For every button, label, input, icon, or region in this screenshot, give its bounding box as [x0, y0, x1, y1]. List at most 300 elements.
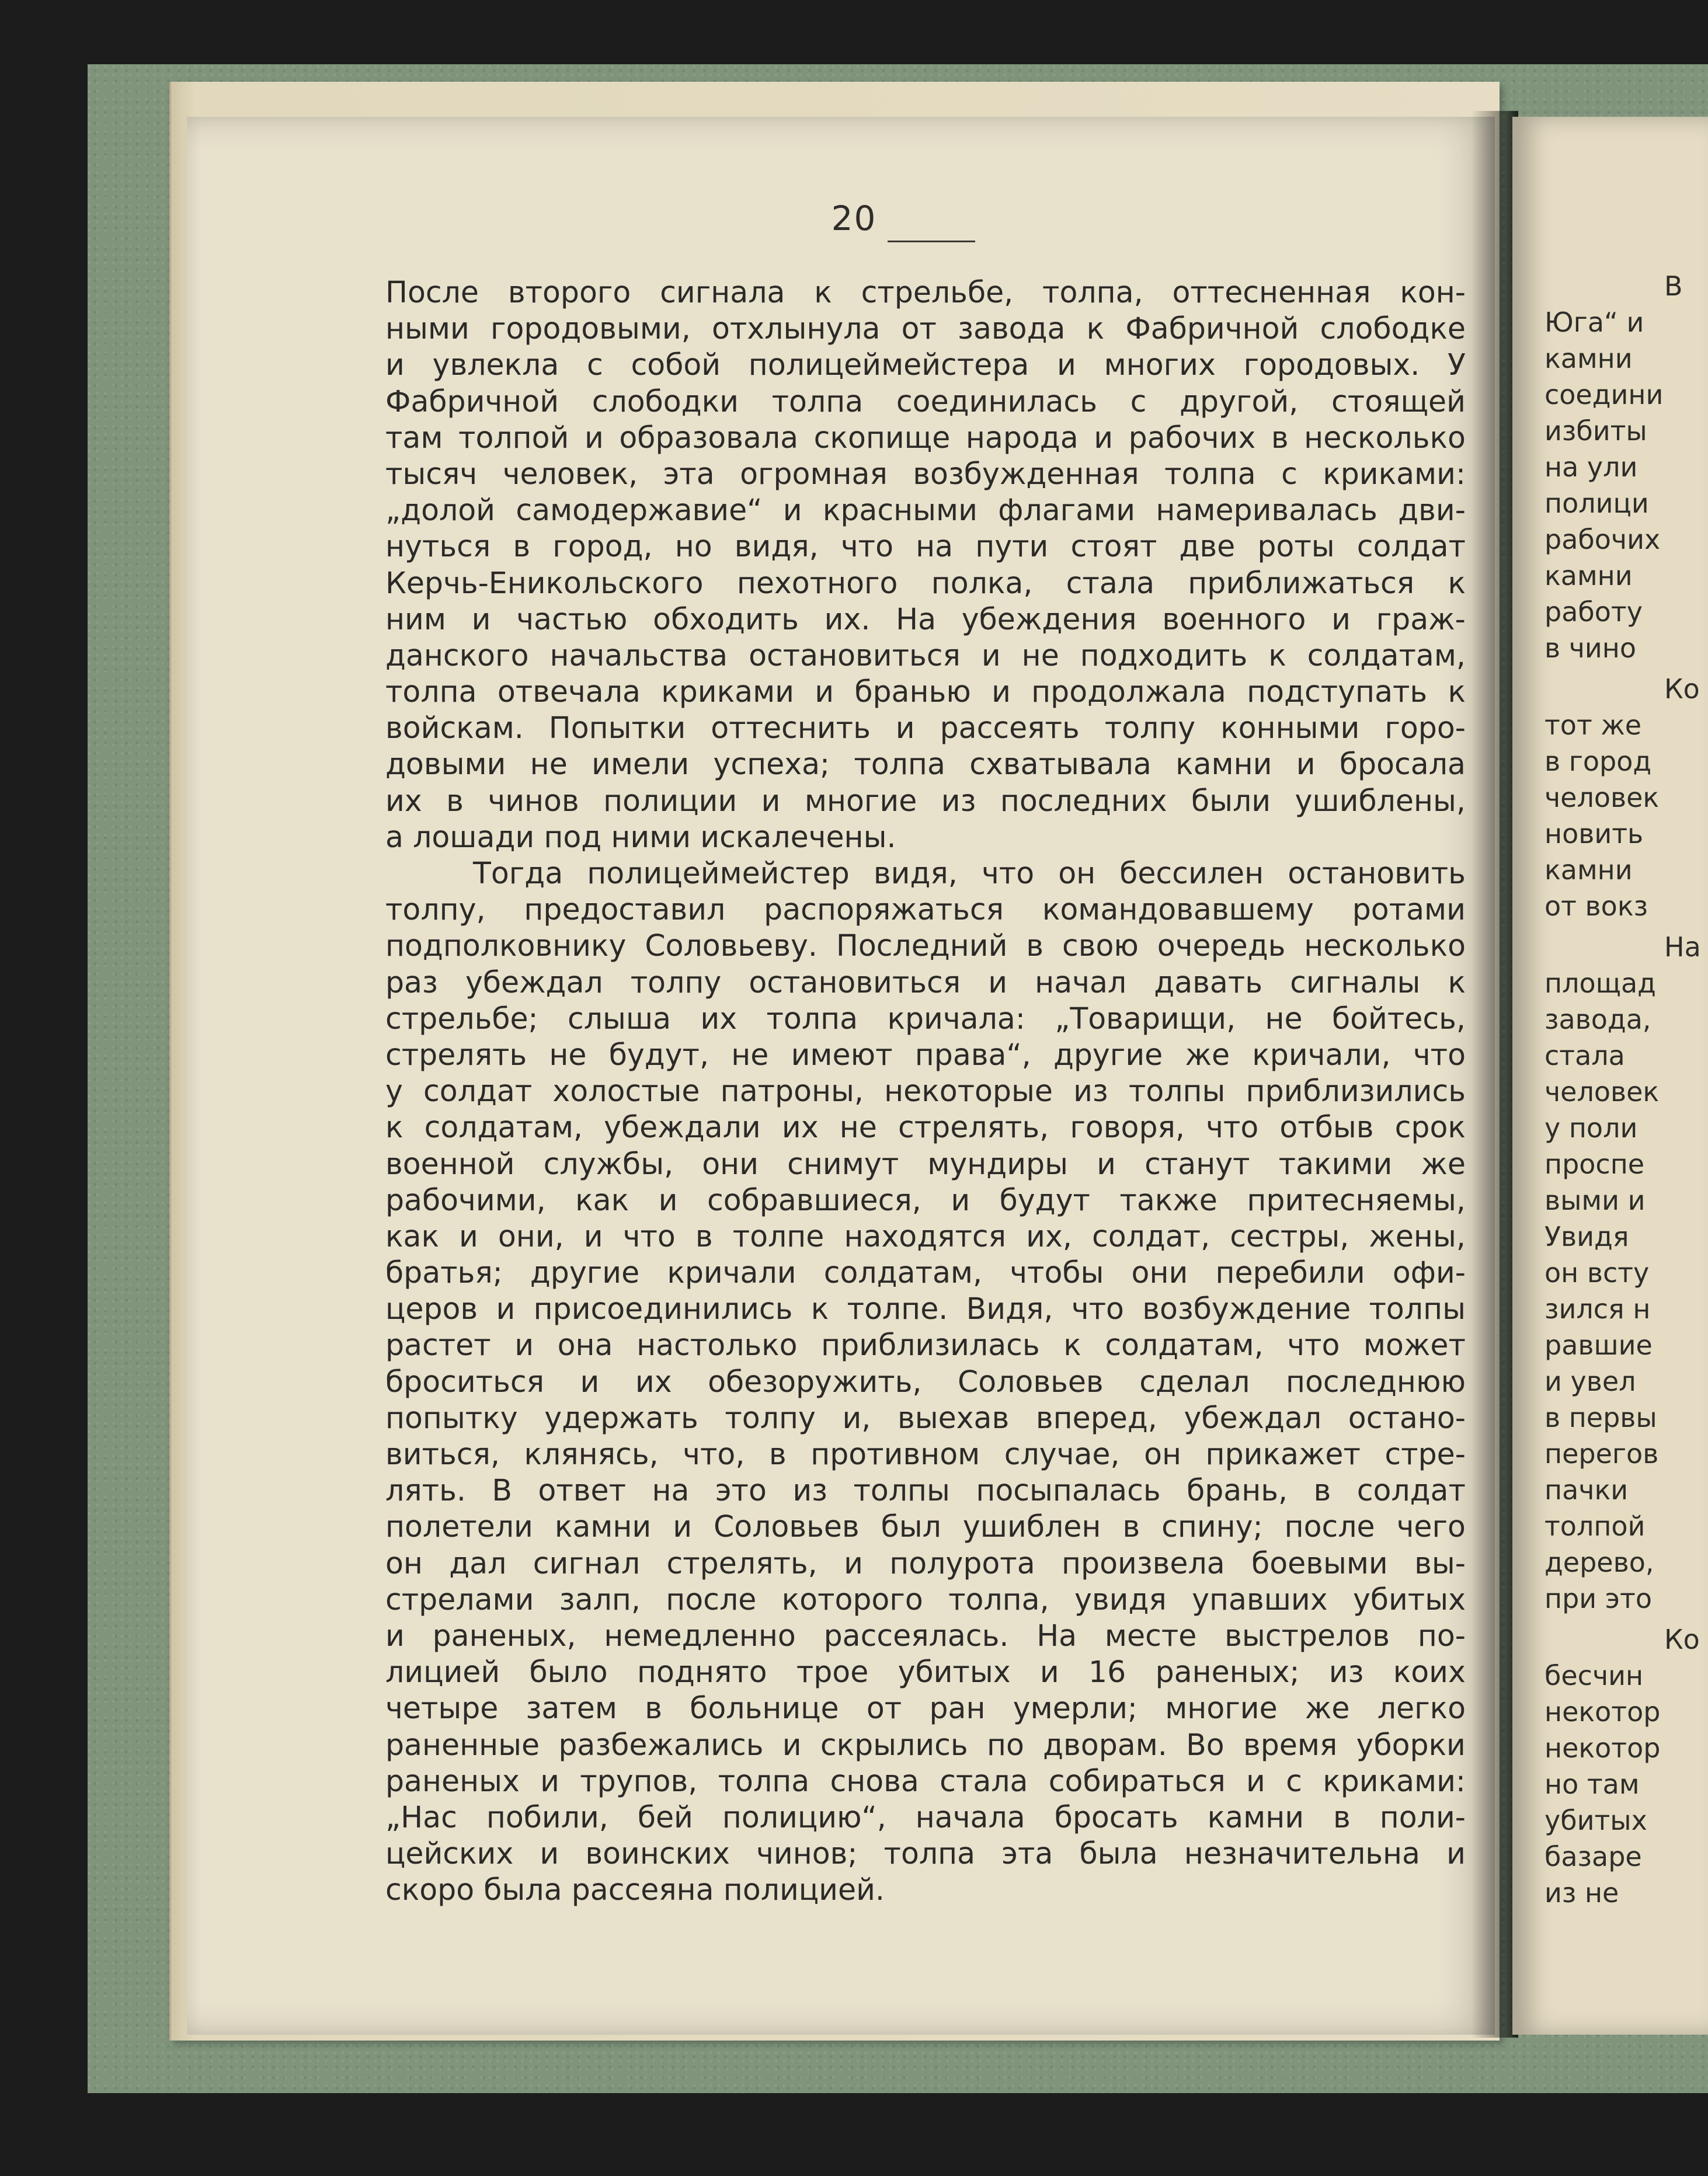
word: городовых. [1243, 347, 1420, 382]
word: Тогда [473, 856, 563, 890]
word: церов [385, 1291, 478, 1327]
right-page-line: рабочих [1544, 524, 1661, 555]
word: четыре [385, 1691, 499, 1726]
word: В [492, 1473, 512, 1508]
text-line [385, 1582, 1466, 1618]
word: что [622, 1218, 676, 1254]
word: убитых [1352, 1582, 1466, 1617]
word: На [896, 601, 937, 636]
word: последнюю [1285, 1364, 1466, 1399]
word: городовыми, [490, 311, 691, 346]
word: город, [552, 529, 653, 564]
word: рассеять [940, 711, 1080, 746]
word: граж- [1376, 601, 1466, 636]
word: приблизилась [821, 1328, 1040, 1363]
word: боевыми [1251, 1545, 1388, 1580]
word: многие [1165, 1691, 1278, 1726]
right-page-line: при это [1544, 1583, 1652, 1614]
word: больнице [690, 1691, 839, 1726]
word: месте [1104, 1618, 1197, 1653]
word: в [1333, 1799, 1351, 1834]
word: и [658, 1182, 678, 1217]
word: и [385, 1618, 405, 1653]
right-page-line: на ули [1544, 451, 1638, 483]
word: и [496, 1291, 516, 1327]
word: солдат [1356, 1473, 1466, 1508]
word: раненых; [1155, 1655, 1300, 1690]
word: что [1206, 1110, 1259, 1145]
text-line [385, 710, 1466, 746]
word: и [1446, 1836, 1466, 1871]
word: кричала: [887, 1001, 1025, 1036]
right-page-line: от вокз [1544, 890, 1648, 922]
word: коих [1393, 1655, 1466, 1690]
word: не [530, 747, 568, 782]
word: там [385, 420, 443, 455]
word: права“, [914, 1037, 1031, 1072]
word: солдатам, [1307, 638, 1466, 673]
word: солдат, [1091, 1218, 1210, 1254]
word: и [459, 1218, 478, 1254]
word: рассеяна [571, 1872, 714, 1907]
word: приближаться [1188, 565, 1415, 600]
word: уборки [1356, 1727, 1466, 1762]
word: чинов; [756, 1836, 858, 1871]
right-page-line: в город [1544, 746, 1652, 777]
word: остановиться [749, 638, 961, 673]
word: предоставил [524, 892, 726, 927]
word: не [839, 1110, 877, 1145]
word: под [544, 819, 602, 854]
word: флагами [998, 493, 1136, 528]
word: притесняемы, [1247, 1182, 1466, 1217]
right-page-line: у поли [1544, 1112, 1638, 1144]
right-page-line: Ко [1664, 1624, 1700, 1655]
word: затем [526, 1691, 617, 1726]
word: толпа [766, 1001, 858, 1036]
word: к [385, 1110, 403, 1145]
word: в [1271, 420, 1289, 455]
text-line [385, 1763, 1466, 1799]
word: которого [781, 1582, 923, 1617]
word: вы- [1414, 1545, 1466, 1580]
right-page-line: пачки [1544, 1474, 1629, 1506]
word: ран [929, 1691, 986, 1726]
word: убеждал [1184, 1400, 1322, 1435]
word: к [1448, 965, 1466, 1000]
word: виться, [385, 1437, 500, 1471]
word: эта [663, 456, 715, 491]
text-line [385, 928, 1466, 964]
word: что [1413, 1037, 1466, 1072]
text-line [385, 1872, 1466, 1908]
word: Соловьев [713, 1509, 860, 1544]
word: в [695, 1218, 713, 1254]
word: конными [1220, 711, 1360, 746]
word: бойтесь, [1332, 1001, 1466, 1036]
word: поли- [1379, 1799, 1466, 1834]
text-line [385, 1291, 1466, 1327]
word: самодержавие“ [516, 493, 763, 528]
word: На [1036, 1618, 1077, 1653]
word: сестры, [1230, 1218, 1349, 1254]
word: будут [999, 1182, 1090, 1217]
word: Фабричной [1125, 311, 1299, 346]
word: толпы [1128, 1074, 1226, 1109]
text-line [385, 892, 1466, 928]
word: скрылись [820, 1727, 968, 1762]
word: не [1021, 638, 1059, 673]
word: намеривалась [1156, 493, 1377, 528]
word: же [1421, 1146, 1466, 1181]
book-gutter [1472, 111, 1518, 2038]
word: возбужденная [913, 456, 1139, 491]
page-number: 20 [831, 199, 877, 238]
word: и, [842, 1400, 871, 1435]
word: военного [1162, 601, 1306, 636]
word: Последний [836, 928, 1008, 963]
word: и [540, 1836, 559, 1871]
text-line [385, 1218, 1466, 1255]
word: их, [1026, 1218, 1072, 1254]
word: начал [1035, 965, 1127, 1000]
word: давать [1154, 965, 1263, 1000]
word: же [1305, 1691, 1350, 1726]
word: с [1281, 456, 1297, 491]
text-line [385, 492, 1466, 528]
word: бросать [1054, 1799, 1178, 1834]
word: командовавшему [1042, 892, 1314, 927]
word: толпа, [1042, 275, 1143, 309]
text-line [385, 1799, 1466, 1836]
word: снимут [787, 1146, 899, 1181]
word: это [715, 1473, 767, 1508]
word: видя, [734, 529, 819, 564]
text-line [385, 1436, 1466, 1472]
word: время [1243, 1727, 1338, 1762]
word: их [781, 1110, 819, 1145]
word: камни [554, 1509, 652, 1544]
word: роты [1257, 529, 1335, 564]
word: тысяч [385, 456, 478, 491]
text-line [385, 1690, 1466, 1726]
word: слыша [567, 1001, 672, 1036]
word: стоят [1070, 529, 1157, 564]
word: две [1179, 529, 1236, 564]
word: но [674, 529, 712, 564]
word: сигнал [533, 1545, 641, 1580]
word: собираться [1048, 1763, 1226, 1798]
word: их. [824, 601, 871, 636]
word: горо- [1385, 711, 1466, 746]
word: полицеймейстера [748, 347, 1029, 382]
word: и [782, 493, 802, 528]
word: противном [810, 1437, 980, 1471]
word: не [1265, 1001, 1303, 1036]
word: умерли; [1013, 1691, 1137, 1726]
word: человек, [502, 456, 638, 491]
word: что, [683, 1437, 745, 1471]
word: толпе [732, 1218, 825, 1254]
word: стре- [1385, 1437, 1466, 1471]
word: присоединились [533, 1291, 793, 1327]
word: с [1286, 1763, 1302, 1798]
word: видя, [873, 856, 958, 890]
word: в [446, 783, 464, 818]
word: солдатам, [1105, 1328, 1264, 1363]
word: поднято [636, 1655, 767, 1690]
word: ротами [1352, 892, 1466, 927]
word: и [673, 1509, 693, 1544]
word: кричали [667, 1255, 796, 1290]
word: красными [822, 493, 978, 528]
word: и [1246, 1763, 1265, 1798]
text-line [385, 1400, 1466, 1436]
word: народа [965, 420, 1079, 455]
word: подступать [1247, 674, 1428, 709]
word: очередь [1157, 928, 1286, 963]
text-line [385, 855, 1466, 892]
word: сигнала [660, 275, 785, 309]
word: стрелять [385, 1037, 527, 1072]
word: после [1284, 1509, 1375, 1544]
word: стала [940, 1763, 1028, 1798]
text-line [385, 420, 1466, 456]
right-page-line: дерево, [1544, 1547, 1654, 1578]
word: будут, [608, 1037, 709, 1072]
word: сигналы [1290, 965, 1421, 1000]
word: и [815, 674, 834, 709]
word: трое [796, 1655, 869, 1690]
word: толпа [771, 384, 864, 419]
word: остано- [1348, 1400, 1466, 1435]
word: и [761, 783, 781, 818]
word: их [700, 1001, 738, 1036]
word: убеждения [961, 601, 1137, 636]
word: что [840, 529, 893, 564]
right-page-line: завода, [1544, 1004, 1651, 1035]
word: к [1268, 638, 1286, 673]
word: легко [1377, 1691, 1466, 1726]
text-line [385, 347, 1466, 383]
word: и [1039, 1655, 1059, 1690]
word: у [385, 1074, 403, 1109]
text-line [385, 1146, 1466, 1182]
body-text [385, 274, 1466, 1908]
right-page-line: в чино [1544, 632, 1637, 664]
word: они [702, 1146, 759, 1181]
word: и [580, 1364, 600, 1399]
text-line [385, 1727, 1466, 1763]
word: незначительна [1184, 1836, 1420, 1871]
word: к [1086, 311, 1105, 346]
word: из [1328, 1655, 1364, 1690]
word: в [1026, 928, 1044, 963]
word: солдат [1356, 529, 1466, 564]
word: и [844, 1545, 863, 1580]
word: сделал [1139, 1364, 1250, 1399]
word: лицией [385, 1655, 500, 1690]
word: что [981, 856, 1035, 890]
word: отвечала [497, 674, 641, 709]
word: Видя, [966, 1291, 1053, 1327]
word: слободке [1320, 311, 1466, 346]
right-page-line: проспе [1544, 1148, 1645, 1180]
word: стрелять, [898, 1110, 1049, 1145]
word: полицией. [723, 1872, 885, 1907]
word: имели [592, 747, 690, 782]
word: залп, [559, 1582, 641, 1617]
word: и [895, 711, 915, 746]
word: толпа [854, 747, 945, 782]
text-line [385, 1618, 1466, 1654]
word: толпе. [847, 1291, 948, 1327]
word: кричали, [1252, 1037, 1391, 1072]
word: они [1131, 1255, 1188, 1290]
word: в [1122, 1509, 1140, 1544]
word: отхлынула [711, 311, 881, 346]
word: также [1119, 1182, 1217, 1217]
word: увлекла [432, 347, 559, 382]
word: ответ [538, 1473, 626, 1508]
word: и [514, 1328, 534, 1363]
word: толпу [1104, 711, 1196, 746]
text-line [385, 1001, 1466, 1037]
text-line [385, 311, 1466, 347]
word: полурота [889, 1545, 1035, 1580]
word: ним [385, 601, 446, 636]
word: распоряжаться [764, 892, 1004, 927]
right-page-line: зился н [1544, 1293, 1651, 1325]
right-page-line: соедини [1544, 379, 1664, 410]
text-line [385, 638, 1466, 674]
word: увидя [1074, 1582, 1167, 1617]
word: искалечены. [700, 819, 896, 854]
word: на [916, 529, 954, 564]
word: возбуждение [1142, 1291, 1351, 1327]
word: с [587, 347, 603, 382]
text-line [385, 746, 1466, 782]
word: настолько [636, 1328, 798, 1363]
word: в [768, 1437, 787, 1471]
word: он [1144, 1437, 1182, 1471]
word: выехав [897, 1400, 1010, 1435]
word: цейских [385, 1836, 514, 1871]
word: скоро [385, 1872, 475, 1907]
word: убитых [898, 1655, 1011, 1690]
word: клянясь, [524, 1437, 659, 1471]
word: „долой [385, 493, 495, 528]
word: от [866, 1691, 902, 1726]
word: Керчь-Еникольского [385, 565, 704, 600]
word: с [1130, 384, 1147, 419]
word: стрелами [385, 1582, 534, 1617]
right-page [1512, 117, 1708, 2035]
word: из [1073, 1074, 1108, 1109]
word: и [583, 1218, 603, 1254]
word: не [549, 1037, 587, 1072]
word: частью [516, 601, 628, 636]
word: не [731, 1037, 769, 1072]
word: что [1287, 1328, 1340, 1363]
right-page-line: но там [1544, 1768, 1640, 1800]
right-page-line: базаре [1544, 1841, 1642, 1872]
word: бросала [1339, 747, 1466, 782]
word: и [385, 347, 405, 382]
word: слободки [592, 384, 739, 419]
word: такими [1278, 1146, 1393, 1181]
word: чинов [488, 783, 579, 818]
word: жены, [1369, 1218, 1466, 1254]
word: воинских [585, 1836, 730, 1871]
word: остановить [1288, 856, 1466, 890]
right-page-line: В [1664, 270, 1683, 302]
word: броситься [385, 1364, 545, 1399]
word: из [792, 1473, 827, 1508]
text-line [385, 1364, 1466, 1400]
word: дворам. [1043, 1727, 1167, 1762]
text-line [385, 274, 1466, 311]
word: к [1448, 565, 1466, 600]
word: Соловьев [957, 1364, 1104, 1399]
word: многие [804, 783, 917, 818]
word: вперед, [1035, 1400, 1157, 1435]
word: на [652, 1473, 690, 1508]
word: холостые [552, 1074, 700, 1109]
word: бессилен [1119, 856, 1264, 890]
word: войскам. [385, 711, 524, 746]
word: службы, [543, 1146, 674, 1181]
word: может [1363, 1328, 1466, 1363]
word: трупов, [580, 1763, 698, 1798]
word: как [575, 1182, 629, 1217]
word: приблизились [1246, 1074, 1466, 1109]
text-line [385, 1182, 1466, 1218]
word: некоторые [884, 1074, 1053, 1109]
word: полицеймейстер [587, 856, 850, 890]
word: полетели [385, 1509, 533, 1544]
word: была [483, 1872, 562, 1907]
word: их [385, 783, 422, 818]
word: несколько [1304, 420, 1466, 455]
text-line [385, 674, 1466, 710]
word: к [1063, 1328, 1081, 1363]
word: толпы [853, 1473, 950, 1508]
text-line [385, 1509, 1466, 1545]
text-line [385, 1472, 1466, 1509]
word: разбежались [558, 1727, 764, 1762]
right-page-line: из не [1544, 1877, 1619, 1909]
word: „Нас [385, 1799, 457, 1834]
word: к [810, 1291, 829, 1327]
word: был [881, 1509, 941, 1544]
right-page-line: Юга“ и [1544, 307, 1644, 338]
text-line [385, 1545, 1466, 1582]
word: произвела [1062, 1545, 1225, 1580]
word: оттеснить [711, 711, 871, 746]
word: толпу [630, 965, 722, 1000]
word: полицию“, [722, 1799, 886, 1834]
word: перебили [1215, 1255, 1365, 1290]
word: многих [1104, 347, 1216, 382]
word: огромная [740, 456, 888, 491]
word: другие [530, 1255, 640, 1290]
word: несколько [1304, 928, 1466, 963]
right-page-line: некотор [1544, 1732, 1661, 1764]
right-page-line: и увел [1544, 1366, 1636, 1397]
word: спину; [1161, 1509, 1263, 1544]
word: „Товарищи, [1055, 1001, 1236, 1036]
